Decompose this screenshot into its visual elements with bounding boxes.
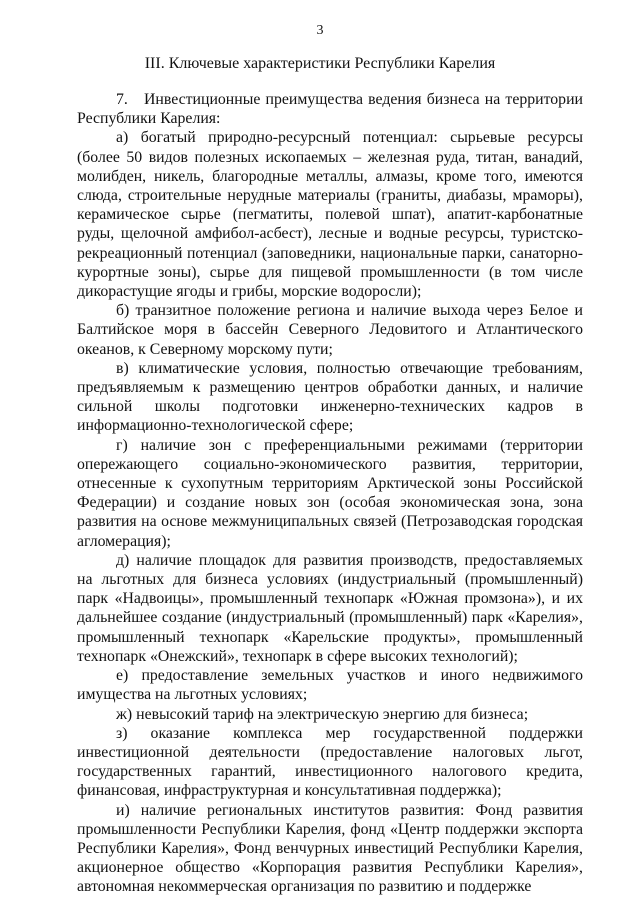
paragraph-7-intro bbox=[77, 90, 583, 128]
section-heading: III. Ключевые характеристики Республики Карелия bbox=[144, 55, 496, 72]
list-item-zh: ж) невысокий тариф на электрическую энергию для бизнеса; bbox=[116, 705, 529, 723]
list-item-v: в) климатические условия, полностью отвечающие требованиям, предъявляемым к размещению центров обработки данных, и наличие сильной школы подготовки инженерно-технических кадров в информационно-технологической сфере; bbox=[77, 359, 583, 435]
list-item-g: г) наличие зон с преференциальными режимами (территории опережающего социально-экономического развития, территории, отнесенные к сухопутным территориям Арктической зоны Российской Федерации) и создание новых зон (особая экономическая зона, зона развития на основе межмуниципальных связей (Петрозаводская городская агломерация); bbox=[77, 436, 583, 550]
document-body bbox=[77, 90, 583, 897]
list-item-e: е) предоставление земельных участков и иного недвижимого имущества на льготных условиях; bbox=[77, 667, 583, 704]
list-item-b: б) транзитное положение региона и наличие выхода через Белое и Балтийское моря в бассейн Северного Ледовитого и Атлантического океанов, к Северному морскому пути; bbox=[77, 302, 583, 358]
list-item-a: а) богатый природно-ресурсный потенциал: сырьевые ресурсы (более 50 видов полезных ископаемых – железная руда, титан, ванадий, молибден, никель, благородные металлы, алмазы, кроме того, имеются слюда, строительные нерудные материалы (граниты, диабазы, мраморы), керамическое сырье (пегматиты, полевой шпат), апатит-карбонатные руды, щелочной амфибол-асбест), лесные и водные ресурсы, туристско-рекреационный потенциал (заповедники, национальные парки, санаторно-курортные зоны), сырье для пищевой промышленности (в том числе дикорастущие ягоды и грибы, морские водоросли); bbox=[77, 129, 583, 301]
paragraph-text: Инвестиционные преимущества ведения бизнеса на территории Республики Карелия: bbox=[77, 91, 583, 128]
page-number: 3 bbox=[316, 23, 324, 38]
list-item-i: и) наличие региональных институтов развития: Фонд развития промышленности Республики Карелия, фонд «Центр поддержки экспорта Республики Карелия», Фонд венчурных инвестиций Республики Карелия, акционерное общество «Корпорация развития Республики Карелия», автономная некоммерческая организация по развитию и поддержке bbox=[77, 801, 583, 896]
paragraph-number: 7. bbox=[116, 91, 128, 108]
list-item-z: з) оказание комплекса мер государственной поддержки инвестиционной деятельности (предоставление налоговых льгот, государственных гарантий, инвестиционного налогового кредита, финансовая, инфраструктурная и консультативная поддержка); bbox=[77, 724, 583, 800]
list-item-d: д) наличие площадок для развития производств, предоставляемых на льготных для бизнеса условиях (индустриальный (промышленный) парк «Надвоицы», промышленный технопарк «Южная промзона»), и их дальнейшее создание (индустриальный (промышленный) парк «Карелия», промышленный технопарк «Карельские продукты», промышленный технопарк «Онежский», технопарк в сфере высоких технологий); bbox=[77, 551, 583, 665]
